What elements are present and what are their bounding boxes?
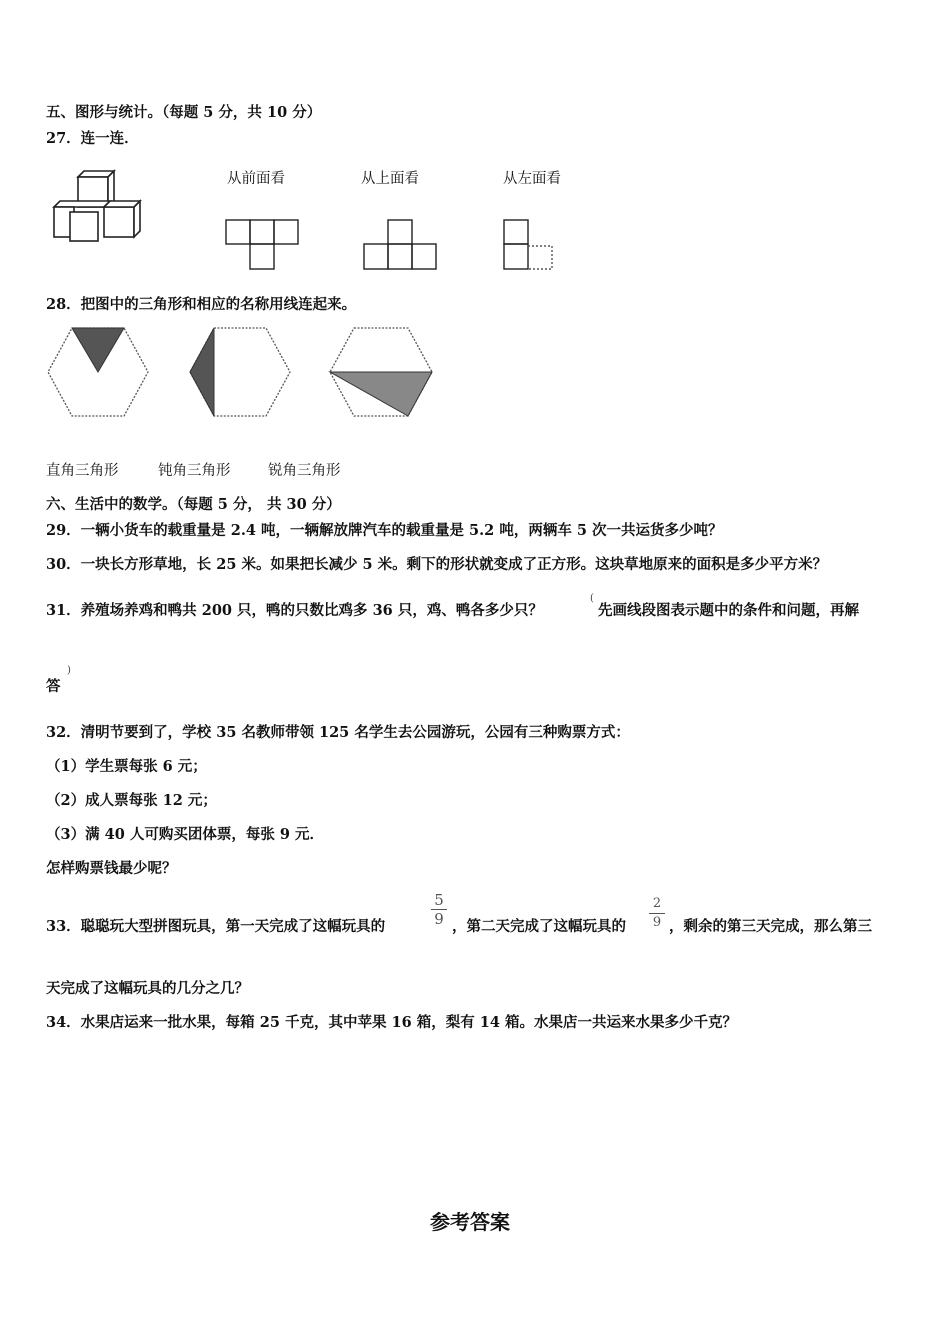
section-6-title: 六、生活中的数学。（每题 5 分， 共 30 分） <box>46 496 341 513</box>
question-31-tail: 先画线段图表示题中的条件和问题，再解 <box>598 602 859 619</box>
question-30: 30．一块长方形草地，长 25 米。如果把长减少 5 米。剩下的形状就变成了正方形。这块草地原来的面积是多少平方米？ <box>46 556 828 573</box>
triangle-name-right: 直角三角形 <box>46 463 119 479</box>
question-31: 31．养殖场养鸡和鸭共 200 只，鸭的只数比鸡多 36 只，鸡、鸭各多少只？ <box>46 602 543 619</box>
fraction-5-9 <box>431 892 447 927</box>
q32-option-1: （1）学生票每张 6 元； <box>46 758 207 775</box>
question-34: 34．水果店运来一批水果，每箱 25 千克，其中苹果 16 箱，梨有 14 箱。水果店一共运来水果多少千克？ <box>46 1014 737 1031</box>
hexagon-figure-2 <box>188 326 292 418</box>
fraction-denominator: 9 <box>434 910 444 928</box>
fraction-numerator: 5 <box>434 891 444 909</box>
hexagon-figure-1 <box>46 326 150 418</box>
question-28: 28．把图中的三角形和相应的名称用线连起来。 <box>46 296 357 313</box>
question-27: 27．连一连． <box>46 130 139 147</box>
open-paren: ( <box>590 593 594 604</box>
fraction-2-9 <box>649 896 665 931</box>
fraction-numerator: 2 <box>652 896 662 911</box>
question-33-part2: ，第二天完成了这幅玩具的 <box>452 918 626 935</box>
front-view-figure <box>224 218 300 272</box>
question-29: 29．一辆小货车的载重量是 2.4 吨，一辆解放牌汽车的载重量是 5.2 吨，两辆车 5 次一共运货多少吨？ <box>46 522 723 539</box>
q32-option-3: （3）满 40 人可购买团体票，每张 9 元． <box>46 826 325 843</box>
triangle-name-obtuse: 钝角三角形 <box>158 463 231 479</box>
question-31-answer-label: 答 <box>46 678 61 695</box>
q32-question: 怎样购票钱最少呢？ <box>46 860 177 877</box>
answer-heading: 参考答案 <box>430 1210 510 1234</box>
question-33-part3: ，剩余的第三天完成，那么第三 <box>669 918 872 935</box>
triangle-name-acute: 锐角三角形 <box>268 463 341 479</box>
cube-stack-figure <box>48 165 158 245</box>
view-label-front: 从前面看 <box>227 171 285 187</box>
fraction-denominator: 9 <box>652 915 662 930</box>
question-33-part1: 33．聪聪玩大型拼图玩具，第一天完成了这幅玩具的 <box>46 918 386 935</box>
close-paren: ) <box>67 665 71 676</box>
section-5-title: 五、图形与统计。（每题 5 分，共 10 分） <box>46 104 322 121</box>
question-32: 32．清明节要到了，学校 35 名教师带领 125 名学生去公园游玩，公园有三种购票方式： <box>46 724 630 741</box>
view-label-top: 从上面看 <box>361 171 419 187</box>
q32-option-2: （2）成人票每张 12 元； <box>46 792 217 809</box>
left-view-figure <box>502 218 556 272</box>
question-33-line2: 天完成了这幅玩具的几分之几？ <box>46 980 249 997</box>
view-label-left: 从左面看 <box>503 171 561 187</box>
hexagon-figure-3 <box>328 326 436 418</box>
top-view-figure <box>362 218 440 272</box>
